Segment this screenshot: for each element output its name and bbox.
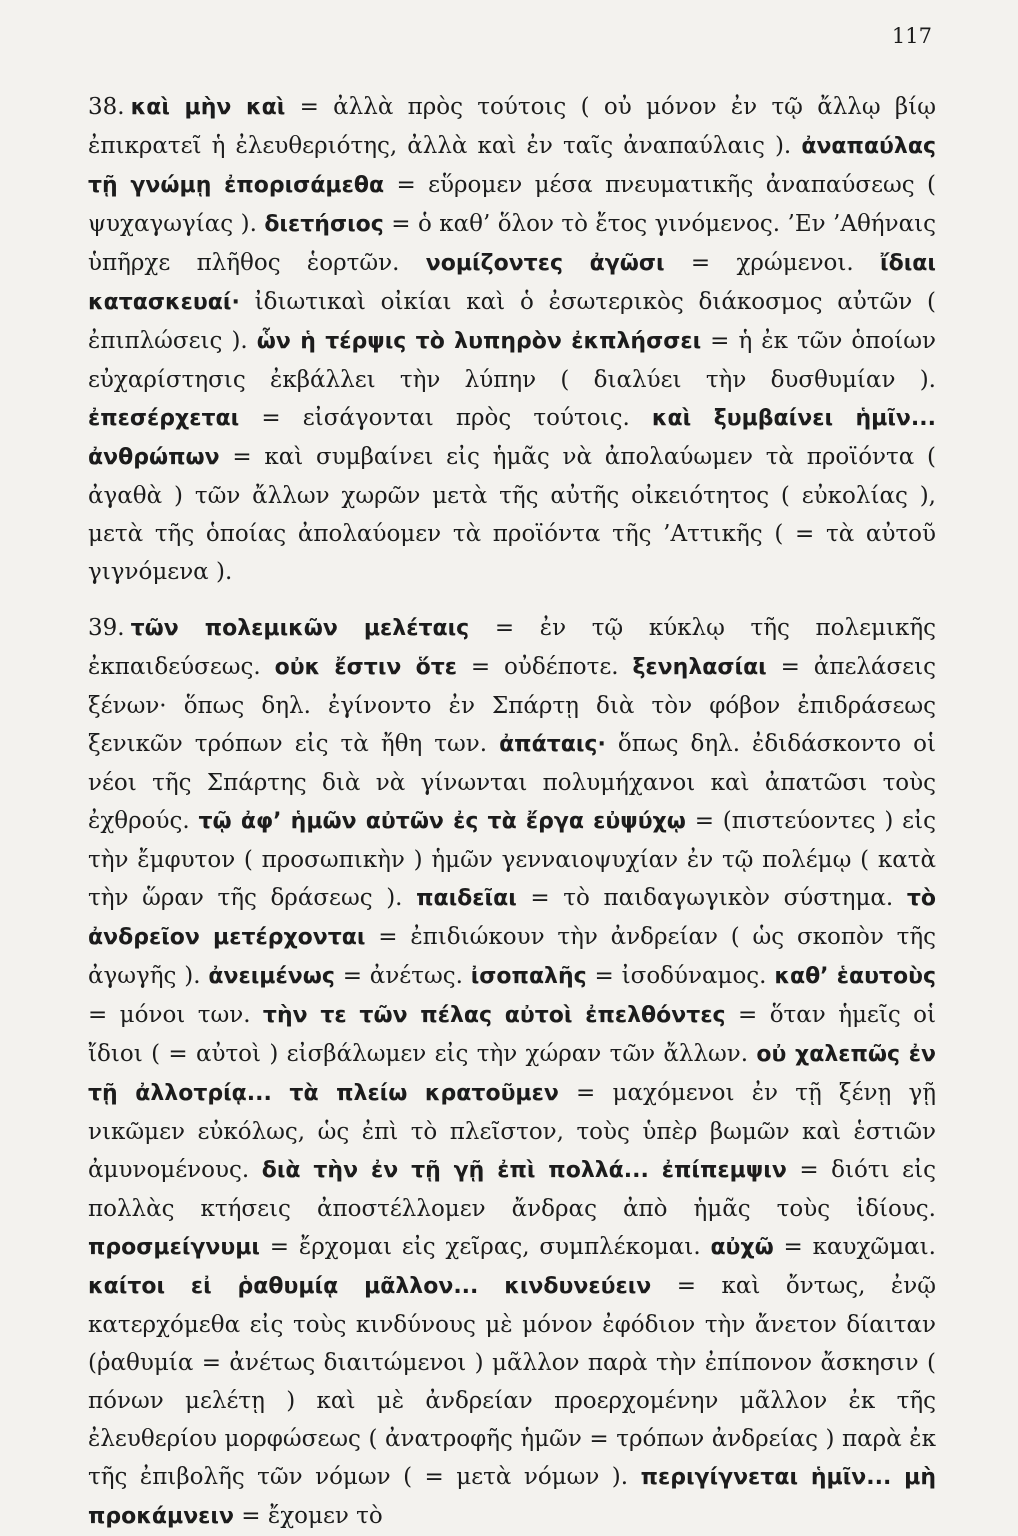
lemma-term: καὶ μὴν καὶ xyxy=(130,95,286,120)
gloss-text: = ἰσοδύναμος. xyxy=(586,963,775,989)
gloss-text: = χρώμενοι. xyxy=(664,250,881,276)
gloss-text: = οὐδέποτε. xyxy=(457,654,633,680)
commentary-paragraph xyxy=(88,88,936,591)
lemma-term: αὐχῶ xyxy=(710,1235,774,1260)
lemma-term: διετήσιος xyxy=(264,212,384,237)
gloss-text: = ἔχομεν τὸ xyxy=(234,1503,383,1529)
lemma-term: ἴδιαι κατασκευαί· xyxy=(88,251,936,315)
gloss-text: ὅπως δηλ. ἐδιδάσκοντο οἱ νέοι τῆς Σπάρτης διὰ νὰ γίνωνται πολυμήχανοι καὶ ἀπατῶσι τοὺς ἐχθρούς. xyxy=(88,731,936,834)
gloss-text: = ὁ καθ’ ὅλον τὸ ἔτος γινόμενος. ’Εν ’Αθήναις ὑπῆρχε πλῆθος ἑορτῶν. xyxy=(88,211,936,276)
lemma-term: προσμείγνυμι xyxy=(88,1235,260,1260)
gloss-text: = διότι εἰς πολλὰς κτήσεις ἀποστέλλομεν ἄνδρας ἀπὸ ἡμᾶς τοὺς ἰδίους. xyxy=(88,1157,936,1222)
gloss-text: = εὕρομεν μέσα πνευματικῆς ἀναπαύσεως ( ψυχαγωγίας ). xyxy=(88,172,936,237)
gloss-text: = καὶ ὄντως, ἐνῷ κατερχόμεθα εἰς τοὺς κινδύνους μὲ μόνον ἐφόδιον τὴν ἄνετον δίαιταν (ῥαθυμία = ἀνέτως διαιτώμενοι ) μᾶλλον παρὰ τὴν ἐπίπονον ἄσκησιν ( πόνων μελέτῃ ) καὶ μὲ ἀνδρείαν προερχομένην μᾶλλον ἐκ τῆς ἐλευθερίου μορφώσεως ( ἀνατροφῆς ἡμῶν = τρόπων ἀνδρείας ) παρὰ ἐκ τῆς ἐπιβολῆς τῶν νόμων ( = μετὰ νόμων ). xyxy=(88,1273,936,1490)
gloss-text: = καυχῶμαι. xyxy=(773,1234,936,1260)
gloss-text: = ἐν τῷ κύκλῳ τῆς πολεμικῆς ἐκπαιδεύσεως. xyxy=(88,615,936,680)
gloss-text: = εἰσάγονται πρὸς τούτοις. xyxy=(239,405,652,431)
commentary-paragraph xyxy=(88,609,936,1536)
gloss-text: = ἡ ἐκ τῶν ὁποίων εὐχαρίστησις ἐκβάλλει τὴν λύπην ( διαλύει τὴν δυσθυμίαν ). xyxy=(88,328,936,393)
lemma-term: παιδεῖαι xyxy=(416,886,517,911)
lemma-term: ἰσοπαλῆς xyxy=(470,964,587,989)
lemma-term: καὶ ξυμβαίνει ἡμῖν... ἀνθρώπων xyxy=(88,406,936,470)
lemma-term: ἐπεσέρχεται xyxy=(88,406,240,431)
page-number: 117 xyxy=(891,24,932,48)
lemma-term: καθ’ ἑαυτοὺς xyxy=(774,964,936,989)
gloss-text: = τὸ παιδαγωγικὸν σύστημα. xyxy=(516,885,907,911)
gloss-text: = μαχόμενοι ἐν τῇ ξένῃ γῇ νικῶμεν εὐκόλως, ὡς ἐπὶ τὸ πλεῖστον, τοὺς ὑπὲρ βωμῶν καὶ ἑστιῶν ἀμυνομένους. xyxy=(88,1080,936,1183)
lemma-term: περιγίγνεται ἡμῖν... μὴ προκάμνειν xyxy=(88,1465,936,1529)
gloss-text: = ἀνέτως. xyxy=(334,963,471,989)
lemma-term: καίτοι εἰ ῥαθυμίᾳ μᾶλλον... κινδυνεύειν xyxy=(88,1274,652,1299)
lemma-term: τὴν τε τῶν πέλας αὐτοὶ ἐπελθόντες xyxy=(262,1003,726,1028)
lemma-term: τῶν πολεμικῶν μελέταις xyxy=(130,616,470,641)
gloss-text: = ἐπιδιώκουν τὴν ἀνδρείαν ( ὡς σκοπὸν τῆς ἀγωγῆς ). xyxy=(88,924,936,989)
gloss-text: = ἀπελάσεις ξένων· ὅπως δηλ. ἐγίνοντο ἐν Σπάρτῃ διὰ τὸν φόβον ἐπιδράσεως ξενικῶν τρόπων εἰς τὰ ἤθη των. xyxy=(88,654,936,757)
gloss-text: = ἔρχομαι εἰς χεῖρας, συμπλέκομαι. xyxy=(260,1234,711,1260)
lemma-term: ἀναπαύλας τῇ γνώμῃ ἐπορισάμεθα xyxy=(88,134,936,198)
gloss-text: = ἀλλὰ πρὸς τούτοις ( οὐ μόνον ἐν τῷ ἄλλῳ βίῳ ἐπικρατεῖ ἡ ἐλευθεριότης, ἀλλὰ καὶ ἐν ταῖς ἀναπαύλαις ). xyxy=(88,94,936,159)
lemma-term: διὰ τὴν ἐν τῇ γῇ ἐπὶ πολλά... ἐπίπεμψιν xyxy=(261,1158,787,1183)
lemma-term: ὧν ἡ τέρψις τὸ λυπηρὸν ἐκπλήσσει xyxy=(256,329,702,354)
lemma-term: τῷ ἀφ’ ἡμῶν αὐτῶν ἐς τὰ ἔργα εὐψύχῳ xyxy=(198,809,686,834)
lemma-term: ἀπάταις· xyxy=(499,732,606,757)
text-block xyxy=(88,88,936,1536)
gloss-text: = μόνοι των. xyxy=(88,1002,263,1028)
lemma-term: ξενηλασίαι xyxy=(632,655,767,680)
lemma-term: ἀνειμένως xyxy=(208,964,335,989)
paragraph-number: 39. xyxy=(88,615,125,641)
lemma-term: οὐ χαλεπῶς ἐν τῇ ἀλλοτρίᾳ... τὰ πλείω κρατοῦμεν xyxy=(88,1042,936,1106)
lemma-term: οὐκ ἔστιν ὅτε xyxy=(274,655,458,680)
gloss-text: ἰδιωτικαὶ οἰκίαι καὶ ὁ ἐσωτερικὸς διάκοσμος αὐτῶν ( ἐπιπλώσεις ). xyxy=(88,289,936,354)
gloss-text: = καὶ συμβαίνει εἰς ἡμᾶς νὰ ἀπολαύωμεν τὰ προϊόντα ( ἀγαθὰ ) τῶν ἄλλων χωρῶν μετὰ τῆς αὐτῆς οἰκειότητος ( εὐκολίας ), μετὰ τῆς ὁποίας ἀπολαύομεν τὰ προϊόντα τῆς ’Αττικῆς ( = τὰ αὐτοῦ γιγνόμενα ). xyxy=(88,444,936,585)
paragraph-number: 38. xyxy=(88,94,125,120)
gloss-text: = ὅταν ἡμεῖς οἱ ἴδιοι ( = αὐτοὶ ) εἰσβάλωμεν εἰς τὴν χώραν τῶν ἄλλων. xyxy=(88,1002,937,1067)
gloss-text: = (πιστεύοντες ) εἰς τὴν ἔμφυτον ( προσωπικὴν ) ἡμῶν γενναιοψυχίαν ἐν τῷ πολέμῳ ( κατὰ τὴν ὥραν τῆς δράσεως ). xyxy=(88,808,936,911)
lemma-term: τὸ ἀνδρεῖον μετέρχονται xyxy=(88,886,936,950)
lemma-term: νομίζοντες ἀγῶσι xyxy=(425,251,665,276)
